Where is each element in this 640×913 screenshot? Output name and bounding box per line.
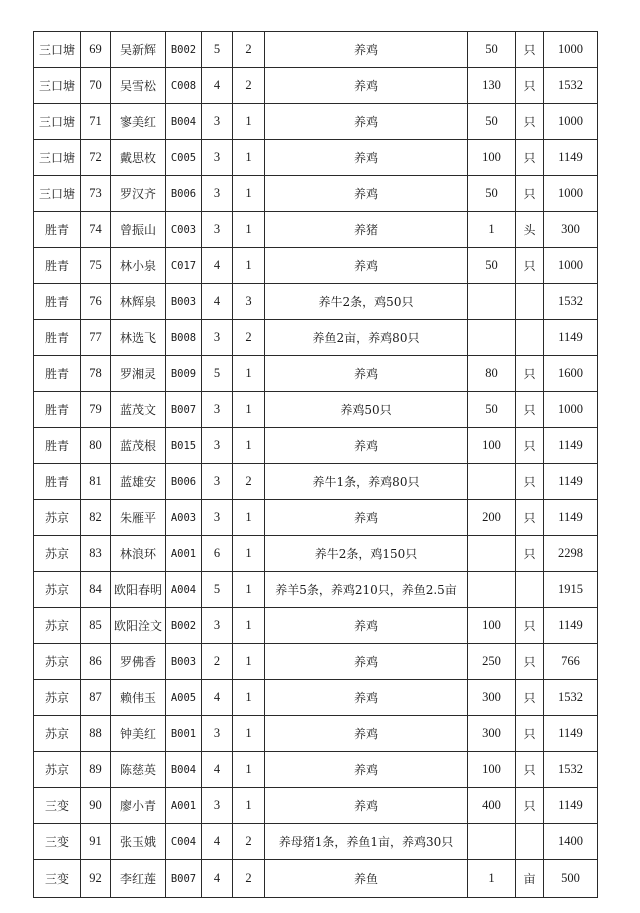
unit-cell: 亩 [516,860,544,898]
village-cell: 苏京 [34,608,81,644]
unit-cell [516,572,544,608]
code-cell: B008 [166,320,202,356]
code-cell: B002 [166,608,202,644]
unit-cell: 只 [516,680,544,716]
table-row [34,428,598,464]
quantity-cell [468,284,516,320]
project-cell: 养鸡 [265,716,468,752]
code-cell: A001 [166,788,202,824]
row-number-cell: 79 [81,392,111,428]
row-number-cell: 92 [81,860,111,898]
amount-cell: 1149 [544,608,598,644]
amount-cell: 1000 [544,104,598,140]
quantity-cell: 50 [468,104,516,140]
table-row [34,788,598,824]
name-cell: 欧阳洤文 [111,608,166,644]
table-row [34,752,598,788]
count-cell: 1 [233,644,265,680]
village-cell: 三口塘 [34,140,81,176]
unit-cell: 只 [516,752,544,788]
row-number-cell: 70 [81,68,111,104]
code-cell: B003 [166,284,202,320]
amount-cell: 1149 [544,320,598,356]
code-cell: A003 [166,500,202,536]
unit-cell: 只 [516,68,544,104]
code-cell: B004 [166,104,202,140]
household-size-cell: 3 [202,464,233,500]
household-size-cell: 4 [202,680,233,716]
table-row [34,500,598,536]
village-cell: 三变 [34,824,81,860]
household-size-cell: 3 [202,320,233,356]
amount-cell: 1149 [544,140,598,176]
name-cell: 林选飞 [111,320,166,356]
quantity-cell: 50 [468,176,516,212]
village-cell: 胜青 [34,212,81,248]
quantity-cell: 1 [468,860,516,898]
name-cell: 欧阳春明 [111,572,166,608]
name-cell: 赖伟玉 [111,680,166,716]
household-size-cell: 4 [202,68,233,104]
code-cell: C008 [166,68,202,104]
unit-cell: 只 [516,788,544,824]
household-size-cell: 3 [202,500,233,536]
village-cell: 胜青 [34,284,81,320]
quantity-cell [468,464,516,500]
name-cell: 陈慈英 [111,752,166,788]
table-row [34,680,598,716]
project-cell: 养鸡50只 [265,392,468,428]
quantity-cell: 100 [468,752,516,788]
table-row [34,824,598,860]
table-row [34,32,598,68]
code-cell: C017 [166,248,202,284]
household-size-cell: 3 [202,716,233,752]
project-cell: 养鸡 [265,104,468,140]
household-size-cell: 4 [202,248,233,284]
count-cell: 1 [233,140,265,176]
quantity-cell: 50 [468,32,516,68]
quantity-cell: 300 [468,680,516,716]
village-cell: 胜青 [34,428,81,464]
table-row [34,176,598,212]
household-size-cell: 4 [202,860,233,898]
count-cell: 1 [233,788,265,824]
code-cell: B006 [166,176,202,212]
name-cell: 蓝茂根 [111,428,166,464]
count-cell: 1 [233,680,265,716]
name-cell: 罗汉齐 [111,176,166,212]
amount-cell: 1532 [544,68,598,104]
row-number-cell: 82 [81,500,111,536]
amount-cell: 1915 [544,572,598,608]
village-cell: 苏京 [34,572,81,608]
unit-cell: 只 [516,644,544,680]
name-cell: 罗湘灵 [111,356,166,392]
village-cell: 苏京 [34,536,81,572]
unit-cell: 只 [516,428,544,464]
table-row [34,608,598,644]
count-cell: 1 [233,716,265,752]
table-row [34,572,598,608]
village-cell: 苏京 [34,500,81,536]
household-size-cell: 3 [202,140,233,176]
unit-cell: 只 [516,536,544,572]
quantity-cell: 50 [468,392,516,428]
name-cell: 寥美红 [111,104,166,140]
count-cell: 1 [233,176,265,212]
amount-cell: 1532 [544,680,598,716]
name-cell: 林小泉 [111,248,166,284]
unit-cell: 只 [516,500,544,536]
amount-cell: 766 [544,644,598,680]
row-number-cell: 91 [81,824,111,860]
table-row [34,140,598,176]
code-cell: B009 [166,356,202,392]
amount-cell: 300 [544,212,598,248]
name-cell: 蓝茂文 [111,392,166,428]
name-cell: 罗佛香 [111,644,166,680]
code-cell: C003 [166,212,202,248]
row-number-cell: 89 [81,752,111,788]
project-cell: 养鸡 [265,428,468,464]
count-cell: 2 [233,464,265,500]
household-size-cell: 2 [202,644,233,680]
name-cell: 吴雪松 [111,68,166,104]
household-size-cell: 5 [202,572,233,608]
code-cell: C005 [166,140,202,176]
quantity-cell: 100 [468,608,516,644]
quantity-cell: 100 [468,428,516,464]
village-cell: 三口塘 [34,32,81,68]
project-cell: 养鸡 [265,500,468,536]
name-cell: 廖小青 [111,788,166,824]
table-row [34,284,598,320]
table-row [34,860,598,898]
household-size-cell: 3 [202,428,233,464]
amount-cell: 1000 [544,392,598,428]
quantity-cell: 400 [468,788,516,824]
table-row [34,536,598,572]
name-cell: 曾振山 [111,212,166,248]
project-cell: 养鸡 [265,788,468,824]
quantity-cell [468,572,516,608]
name-cell: 林浪环 [111,536,166,572]
unit-cell: 只 [516,464,544,500]
count-cell: 1 [233,392,265,428]
count-cell: 1 [233,572,265,608]
household-size-cell: 4 [202,284,233,320]
amount-cell: 2298 [544,536,598,572]
table-row [34,212,598,248]
code-cell: A001 [166,536,202,572]
unit-cell [516,284,544,320]
project-cell: 养鸡 [265,752,468,788]
row-number-cell: 80 [81,428,111,464]
village-cell: 三口塘 [34,68,81,104]
table-row [34,104,598,140]
code-cell: C004 [166,824,202,860]
table-body [34,32,598,898]
household-size-cell: 3 [202,788,233,824]
amount-cell: 1400 [544,824,598,860]
household-size-cell: 4 [202,752,233,788]
amount-cell: 500 [544,860,598,898]
unit-cell: 只 [516,248,544,284]
village-cell: 苏京 [34,680,81,716]
village-cell: 苏京 [34,644,81,680]
row-number-cell: 78 [81,356,111,392]
household-size-cell: 5 [202,32,233,68]
row-number-cell: 76 [81,284,111,320]
village-cell: 苏京 [34,752,81,788]
row-number-cell: 84 [81,572,111,608]
unit-cell [516,320,544,356]
quantity-cell: 80 [468,356,516,392]
quantity-cell [468,824,516,860]
code-cell: A005 [166,680,202,716]
village-cell: 胜青 [34,356,81,392]
quantity-cell [468,320,516,356]
unit-cell: 只 [516,32,544,68]
project-cell: 养猪 [265,212,468,248]
village-cell: 三口塘 [34,104,81,140]
unit-cell [516,824,544,860]
count-cell: 2 [233,320,265,356]
row-number-cell: 83 [81,536,111,572]
project-cell: 养鱼 [265,860,468,898]
name-cell: 李红莲 [111,860,166,898]
village-cell: 三变 [34,788,81,824]
project-cell: 养牛1条，养鸡80只 [265,464,468,500]
row-number-cell: 88 [81,716,111,752]
name-cell: 林辉泉 [111,284,166,320]
table-row [34,392,598,428]
subsidy-table [33,31,598,898]
unit-cell: 只 [516,608,544,644]
unit-cell: 只 [516,176,544,212]
count-cell: 1 [233,752,265,788]
project-cell: 养羊5条，养鸡210只，养鱼2.5亩 [265,572,468,608]
project-cell: 养牛2条，鸡50只 [265,284,468,320]
village-cell: 胜青 [34,320,81,356]
amount-cell: 1600 [544,356,598,392]
village-cell: 三变 [34,860,81,898]
count-cell: 1 [233,500,265,536]
amount-cell: 1532 [544,284,598,320]
name-cell: 朱雁平 [111,500,166,536]
household-size-cell: 3 [202,212,233,248]
project-cell: 养鸡 [265,32,468,68]
table-row [34,248,598,284]
unit-cell: 只 [516,356,544,392]
code-cell: B003 [166,644,202,680]
amount-cell: 1149 [544,464,598,500]
quantity-cell: 130 [468,68,516,104]
unit-cell: 只 [516,104,544,140]
quantity-cell [468,536,516,572]
row-number-cell: 87 [81,680,111,716]
name-cell: 吴新辉 [111,32,166,68]
count-cell: 1 [233,608,265,644]
household-size-cell: 3 [202,176,233,212]
code-cell: B015 [166,428,202,464]
table-row [34,68,598,104]
unit-cell: 头 [516,212,544,248]
name-cell: 张玉娥 [111,824,166,860]
project-cell: 养鸡 [265,176,468,212]
count-cell: 3 [233,284,265,320]
village-cell: 胜青 [34,248,81,284]
village-cell: 胜青 [34,392,81,428]
count-cell: 1 [233,356,265,392]
code-cell: B002 [166,32,202,68]
project-cell: 养鱼2亩，养鸡80只 [265,320,468,356]
project-cell: 养鸡 [265,68,468,104]
household-size-cell: 5 [202,356,233,392]
code-cell: B007 [166,392,202,428]
count-cell: 2 [233,32,265,68]
village-cell: 苏京 [34,716,81,752]
row-number-cell: 85 [81,608,111,644]
amount-cell: 1149 [544,788,598,824]
count-cell: 1 [233,212,265,248]
name-cell: 戴思枚 [111,140,166,176]
project-cell: 养母猪1条，养鱼1亩，养鸡30只 [265,824,468,860]
quantity-cell: 250 [468,644,516,680]
project-cell: 养鸡 [265,356,468,392]
amount-cell: 1532 [544,752,598,788]
row-number-cell: 73 [81,176,111,212]
amount-cell: 1149 [544,716,598,752]
project-cell: 养鸡 [265,248,468,284]
row-number-cell: 77 [81,320,111,356]
project-cell: 养鸡 [265,680,468,716]
table-row [34,464,598,500]
row-number-cell: 86 [81,644,111,680]
count-cell: 1 [233,104,265,140]
household-size-cell: 3 [202,392,233,428]
row-number-cell: 72 [81,140,111,176]
code-cell: A004 [166,572,202,608]
code-cell: B001 [166,716,202,752]
count-cell: 1 [233,536,265,572]
amount-cell: 1149 [544,428,598,464]
household-size-cell: 3 [202,104,233,140]
village-cell: 三口塘 [34,176,81,212]
amount-cell: 1000 [544,248,598,284]
table-row [34,356,598,392]
project-cell: 养牛2条，鸡150只 [265,536,468,572]
project-cell: 养鸡 [265,608,468,644]
row-number-cell: 71 [81,104,111,140]
quantity-cell: 200 [468,500,516,536]
unit-cell: 只 [516,716,544,752]
unit-cell: 只 [516,392,544,428]
quantity-cell: 300 [468,716,516,752]
count-cell: 1 [233,248,265,284]
row-number-cell: 75 [81,248,111,284]
code-cell: B004 [166,752,202,788]
row-number-cell: 69 [81,32,111,68]
name-cell: 钟美红 [111,716,166,752]
quantity-cell: 50 [468,248,516,284]
amount-cell: 1000 [544,176,598,212]
count-cell: 2 [233,68,265,104]
project-cell: 养鸡 [265,644,468,680]
row-number-cell: 90 [81,788,111,824]
quantity-cell: 1 [468,212,516,248]
unit-cell: 只 [516,140,544,176]
amount-cell: 1149 [544,500,598,536]
count-cell: 2 [233,860,265,898]
count-cell: 1 [233,428,265,464]
quantity-cell: 100 [468,140,516,176]
household-size-cell: 6 [202,536,233,572]
table-row [34,320,598,356]
village-cell: 胜青 [34,464,81,500]
household-size-cell: 3 [202,608,233,644]
household-size-cell: 4 [202,824,233,860]
count-cell: 2 [233,824,265,860]
row-number-cell: 74 [81,212,111,248]
row-number-cell: 81 [81,464,111,500]
project-cell: 养鸡 [265,140,468,176]
table-row [34,716,598,752]
table-row [34,644,598,680]
name-cell: 蓝雄安 [111,464,166,500]
code-cell: B006 [166,464,202,500]
amount-cell: 1000 [544,32,598,68]
code-cell: B007 [166,860,202,898]
